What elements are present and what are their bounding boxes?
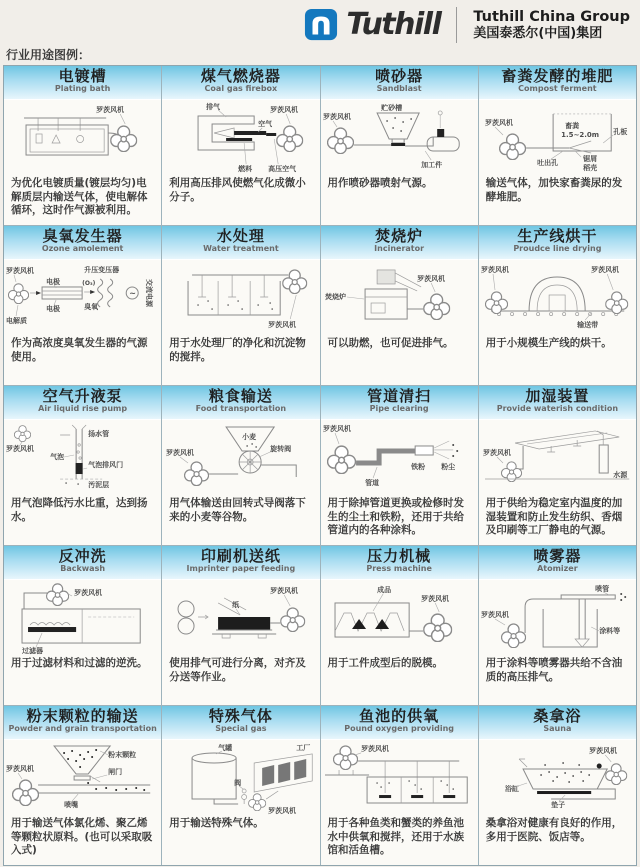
cell-title: 压力机械: [367, 547, 432, 565]
diagram-label: 升压变压器: [84, 264, 120, 274]
diagram-label: 过滤器: [22, 646, 44, 656]
roots-blower-icon: [327, 446, 355, 473]
cell-water-treatment: [162, 226, 319, 385]
diagram-label: 罗茨风机: [480, 609, 509, 619]
roots-blower-icon: [111, 126, 137, 152]
roots-blower-icon: [501, 624, 525, 648]
air-lift-pump-diagram: [4, 420, 161, 496]
roots-blower-icon: [277, 126, 303, 152]
cell-title: 鱼池的供氧: [359, 707, 440, 725]
diagram-label: 工厂: [296, 742, 311, 752]
diagram-label: 罗茨风机: [270, 104, 299, 114]
cell-header: [4, 706, 161, 740]
cell-title: 水处理: [216, 227, 265, 245]
diagram-label: 吐出孔: [536, 158, 558, 168]
cell-title: 煤气燃烧器: [200, 67, 281, 85]
cell-header: [479, 226, 636, 260]
cell-title: 反冲洗: [58, 547, 107, 565]
cell-special-gas: [162, 706, 319, 865]
cell-header: [4, 226, 161, 260]
cell-description: 用气泡降低污水比重，达到扬水。: [11, 497, 148, 523]
cell-coal-gas-firebox: [162, 66, 319, 225]
diagram-label: 罗茨风机: [482, 447, 511, 457]
cell-humidifier: [479, 386, 636, 545]
roots-blower-icon: [185, 462, 209, 486]
paper-feeding-diagram: [162, 580, 319, 656]
diagram-label: 燃料: [238, 164, 253, 174]
cell-header: [162, 226, 319, 260]
cell-title: 管道清扫: [367, 387, 432, 405]
diagram-label: 空气: [258, 118, 273, 128]
diagram-label: 小麦: [242, 431, 257, 441]
cell-incinerator: [321, 226, 478, 385]
brand: [304, 7, 630, 43]
diagram-label: 罗茨风机: [420, 593, 449, 603]
diagram-label: 管道: [364, 478, 379, 488]
diagram-label: 贮砂槽: [380, 102, 402, 112]
cell-plating-bath: [4, 66, 161, 225]
diagram-label: 气泡排风门: [88, 460, 124, 470]
cell-subtitle: Proudce line drying: [513, 244, 602, 254]
special-gas-diagram: [162, 740, 319, 816]
cell-header: [4, 546, 161, 580]
roots-blower-icon: [333, 746, 357, 770]
brand-divider: [456, 7, 457, 43]
cell-title: 喷雾器: [533, 547, 582, 565]
brand-bar: [0, 0, 640, 46]
roots-blower-icon: [605, 764, 626, 785]
diagram-label: (O₃): [82, 279, 96, 287]
diagram-label: 电解质: [6, 316, 28, 326]
cell-description: 可以助燃，也可促进排气。: [327, 337, 454, 349]
diagram-label: 罗茨风机: [6, 443, 35, 453]
cell-subtitle: Press machine: [366, 564, 432, 574]
cell-description: 作为高浓度臭氧发生器的气源使用。: [11, 337, 148, 363]
diagram-label: 罗茨风机: [484, 117, 513, 127]
powder-transportation-diagram: [4, 740, 161, 816]
cell-title: 粮食输送: [208, 387, 273, 405]
roots-blower-icon: [281, 608, 305, 632]
cell-header: [162, 386, 319, 420]
legend-label: 行业用途图例：: [6, 48, 91, 62]
food-transportation-diagram: [162, 420, 319, 496]
diagram-label: 罗茨风机: [322, 111, 351, 121]
press-machine-diagram: [321, 580, 478, 656]
sauna-diagram: [479, 740, 636, 816]
cell-subtitle: Sandblast: [376, 84, 422, 94]
cell-description: 使用排气可进行分离，对齐及分送等作业。: [169, 657, 306, 683]
diagram-label: 罗茨风机: [74, 587, 103, 597]
cell-header: [162, 706, 319, 740]
diagram-label: 闸门: [108, 766, 123, 776]
diagram-label: 罗茨风机: [590, 264, 619, 274]
diagram-label: 气泡: [50, 452, 65, 462]
diagram-label: 罗茨风机: [268, 320, 297, 330]
cell-header: [321, 386, 478, 420]
roots-blower-icon: [423, 614, 451, 641]
roots-blower-icon: [13, 780, 39, 806]
group-name-cn: 美国泰悉尔(中国)集团: [473, 25, 603, 41]
diagram-label: 水源: [612, 470, 627, 480]
diagram-label: 罗茨风机: [6, 265, 35, 275]
cell-description: 桑拿浴对健康有良好的作用，多用于医院、饭店等。: [485, 817, 623, 843]
cell-subtitle: Pound oxygen providing: [344, 724, 455, 734]
cell-description: 用于各种鱼类和蟹类的养鱼池水中供氧和搅拌，还用于水族馆和活鱼槽。: [327, 817, 464, 857]
cell-header: [162, 66, 319, 100]
cell-title: 粉末颗粒的输送: [26, 707, 139, 725]
cell-title: 畜粪发酵的堆肥: [501, 67, 614, 85]
cell-subtitle: Compost ferment: [518, 84, 597, 94]
cell-subtitle: Backwash: [60, 564, 106, 574]
diagram-label: 粉尘: [440, 462, 455, 472]
diagram-label: 孔板: [612, 126, 627, 136]
cell-title: 桑拿浴: [533, 707, 582, 725]
cell-subtitle: Pipe clearing: [369, 404, 429, 414]
diagram-label: 涂料等: [598, 626, 620, 636]
cell-header: [4, 66, 161, 100]
roots-blower-icon: [605, 292, 627, 314]
diagram-label: 成品: [376, 584, 391, 594]
diagram-label: 交流电源: [145, 278, 155, 307]
diagram-label: 焚烧炉: [324, 292, 346, 302]
cell-subtitle: Water treatment: [203, 244, 279, 254]
cell-description: 用于供给为稳定室内温度的加湿装置和防止发生纺织、香烟及印刷等工厂静电的气源。: [485, 497, 623, 537]
cell-pond-oxygen: [321, 706, 478, 865]
cell-subtitle: Air liquid rise pump: [38, 404, 128, 414]
diagram-label: 扬水管: [88, 428, 110, 438]
diagram-label: 垫子: [550, 800, 565, 810]
plating-bath-diagram: [4, 100, 161, 176]
cell-description: 用于输送特殊气体。: [169, 817, 264, 829]
cell-description: 用于过滤材料和过滤的逆洗。: [11, 657, 148, 669]
diagram-label: 稻壳: [582, 163, 597, 173]
cell-description: 用于小规模生产线的烘干。: [485, 337, 612, 349]
tuthill-logo-icon: [304, 8, 338, 42]
cell-title: 特殊气体: [208, 707, 273, 725]
cell-description: 利用高压排风使燃气化成微小分子。: [169, 177, 306, 203]
cell-description: 输送气体，加快家畜粪尿的发酵堆肥。: [485, 177, 623, 203]
diagram-label: 电极: [46, 304, 61, 314]
roots-blower-icon: [327, 128, 353, 154]
diagram-label: 铁粉: [410, 462, 425, 472]
cell-title: 印刷机送纸: [200, 547, 281, 565]
roots-blower-icon: [249, 794, 266, 811]
pond-oxygen-diagram: [321, 740, 478, 816]
diagram-label: 罗茨风机: [480, 264, 509, 274]
roots-blower-icon: [14, 426, 30, 442]
cell-description: 用于除掉管道更换或检修时发生的尘土和铁粉，还用于共给管道内的各种涂料。: [327, 497, 464, 537]
group-name-en: Tuthill China Group: [473, 8, 630, 25]
cell-title: 焚烧炉: [375, 227, 424, 245]
diagram-label: 畜粪: [564, 120, 579, 130]
water-treatment-diagram: [162, 260, 319, 336]
cell-ozone-generator: [4, 226, 161, 385]
cell-description: 用作喷砂器喷射气源。: [327, 177, 433, 189]
cell-header: [321, 226, 478, 260]
cell-subtitle: Special gas: [215, 724, 267, 734]
diagram-label: 罗茨风机: [360, 743, 389, 753]
diagram-label: 罗茨风机: [166, 447, 195, 457]
cell-description: 为优化电镀质量(镀层均匀)电解质层内输送气体，使电解体循环，这时作气源被利用。: [11, 177, 148, 217]
diagram-label: 污泥层: [88, 480, 110, 490]
cell-subtitle: Ozone amolement: [41, 244, 124, 254]
diagram-label: 粉末颗粒: [108, 749, 137, 759]
cell-header: [479, 386, 636, 420]
diagram-label: 高压空气: [268, 164, 297, 174]
cell-title: 电镀槽: [58, 67, 107, 85]
cell-subtitle: Plating bath: [54, 84, 111, 94]
cell-backwash: [4, 546, 161, 705]
cell-subtitle: Imprinter paper feeding: [186, 564, 296, 574]
ozone-diagram: [4, 260, 161, 336]
cell-title: 加湿装置: [525, 387, 590, 405]
cell-subtitle: Provide waterish condition: [496, 404, 619, 414]
diagram-label: 纸: [232, 599, 240, 609]
roots-blower-icon: [283, 270, 307, 294]
cell-header: [321, 706, 478, 740]
diagram-label: 浴缸: [504, 784, 519, 794]
diagram-label: 气罐: [218, 742, 233, 752]
diagram-label: 罗茨风机: [588, 745, 617, 755]
pipe-clearing-diagram: [321, 420, 478, 496]
svg-text:~: ~: [129, 288, 136, 298]
roots-blower-icon: [423, 294, 449, 320]
diagram-label: 阀: [234, 778, 242, 788]
cell-subtitle: Atomizer: [537, 564, 578, 574]
cell-press-machine: [321, 546, 478, 705]
atomizer-diagram: [479, 580, 636, 656]
compost-diagram: [479, 100, 636, 176]
cell-header: [162, 546, 319, 580]
diagram-label: 锯屑: [582, 154, 597, 164]
cell-description: 用气体输送由回转式导阀落下来的小麦等谷物。: [169, 497, 306, 523]
humidifier-diagram: [479, 420, 636, 496]
roots-blower-icon: [8, 284, 28, 304]
diagram-label: 输送带: [576, 320, 598, 330]
diagram-label: 加工件: [420, 160, 442, 170]
cell-description: 用于输送气体氯化烯、聚乙烯等颗粒状原料。(也可以采取吸入式): [11, 817, 153, 857]
cell-line-drying: [479, 226, 636, 385]
cell-header: [479, 706, 636, 740]
application-grid: [3, 65, 637, 866]
line-drying-diagram: [479, 260, 636, 336]
cell-title: 空气升液泵: [42, 387, 123, 405]
diagram-label: 喷管: [594, 583, 609, 593]
cell-sauna: [479, 706, 636, 865]
cell-subtitle: Incinerator: [374, 244, 425, 254]
cell-header: [479, 546, 636, 580]
cell-compost-ferment: [479, 66, 636, 225]
cell-header: [321, 66, 478, 100]
brand-wordmark: Tuthill: [346, 7, 441, 42]
diagram-label: 罗茨风机: [6, 763, 35, 773]
cell-description: 用于水处理厂的净化和沉淀物的搅拌。: [169, 337, 306, 363]
cell-subtitle: Food transportation: [195, 404, 287, 414]
cell-description: 用于工件成型后的脱模。: [327, 657, 443, 669]
roots-blower-icon: [499, 134, 525, 160]
cell-atomizer: [479, 546, 636, 705]
diagram-label: 罗茨风机: [322, 423, 351, 433]
diagram-label: 臭氧: [84, 302, 99, 312]
cell-subtitle: Sauna: [543, 724, 572, 734]
cell-subtitle: Powder and grain transportation: [8, 724, 157, 734]
cell-powder-transportation: [4, 706, 161, 865]
coal-gas-firebox-diagram: [162, 100, 319, 176]
diagram-label: 罗茨风机: [268, 806, 297, 816]
diagram-label: 排气: [206, 101, 221, 111]
sandblast-diagram: [321, 100, 478, 176]
cell-air-lift-pump: [4, 386, 161, 545]
roots-blower-icon: [47, 584, 69, 606]
cell-title: 生产线烘干: [517, 227, 598, 245]
cell-title: 臭氧发生器: [42, 227, 123, 245]
diagram-label: 旋转阀: [270, 443, 292, 453]
cell-header: [479, 66, 636, 100]
diagram-label: 喷嘴: [64, 800, 79, 810]
cell-sandblast: [321, 66, 478, 225]
diagram-label: 罗茨风机: [416, 273, 445, 283]
diagram-label: 电极: [46, 276, 61, 286]
cell-header: [4, 386, 161, 420]
cell-pipe-clearing: [321, 386, 478, 545]
diagram-label: 1.5~2.0m: [560, 129, 599, 139]
cell-description: 用于涂料等喷雾器共给不含油质的高压排气。: [485, 657, 623, 683]
backwash-diagram: [4, 580, 161, 656]
roots-blower-icon: [485, 292, 507, 314]
diagram-label: 罗茨风机: [270, 585, 299, 595]
diagram-label: 罗茨风机: [96, 104, 125, 114]
cell-header: [321, 546, 478, 580]
cell-paper-feeding: [162, 546, 319, 705]
cell-food-transportation: [162, 386, 319, 545]
incinerator-diagram: [321, 260, 478, 336]
cell-title: 喷砂器: [375, 67, 424, 85]
cell-subtitle: Coal gas firebox: [204, 84, 278, 94]
